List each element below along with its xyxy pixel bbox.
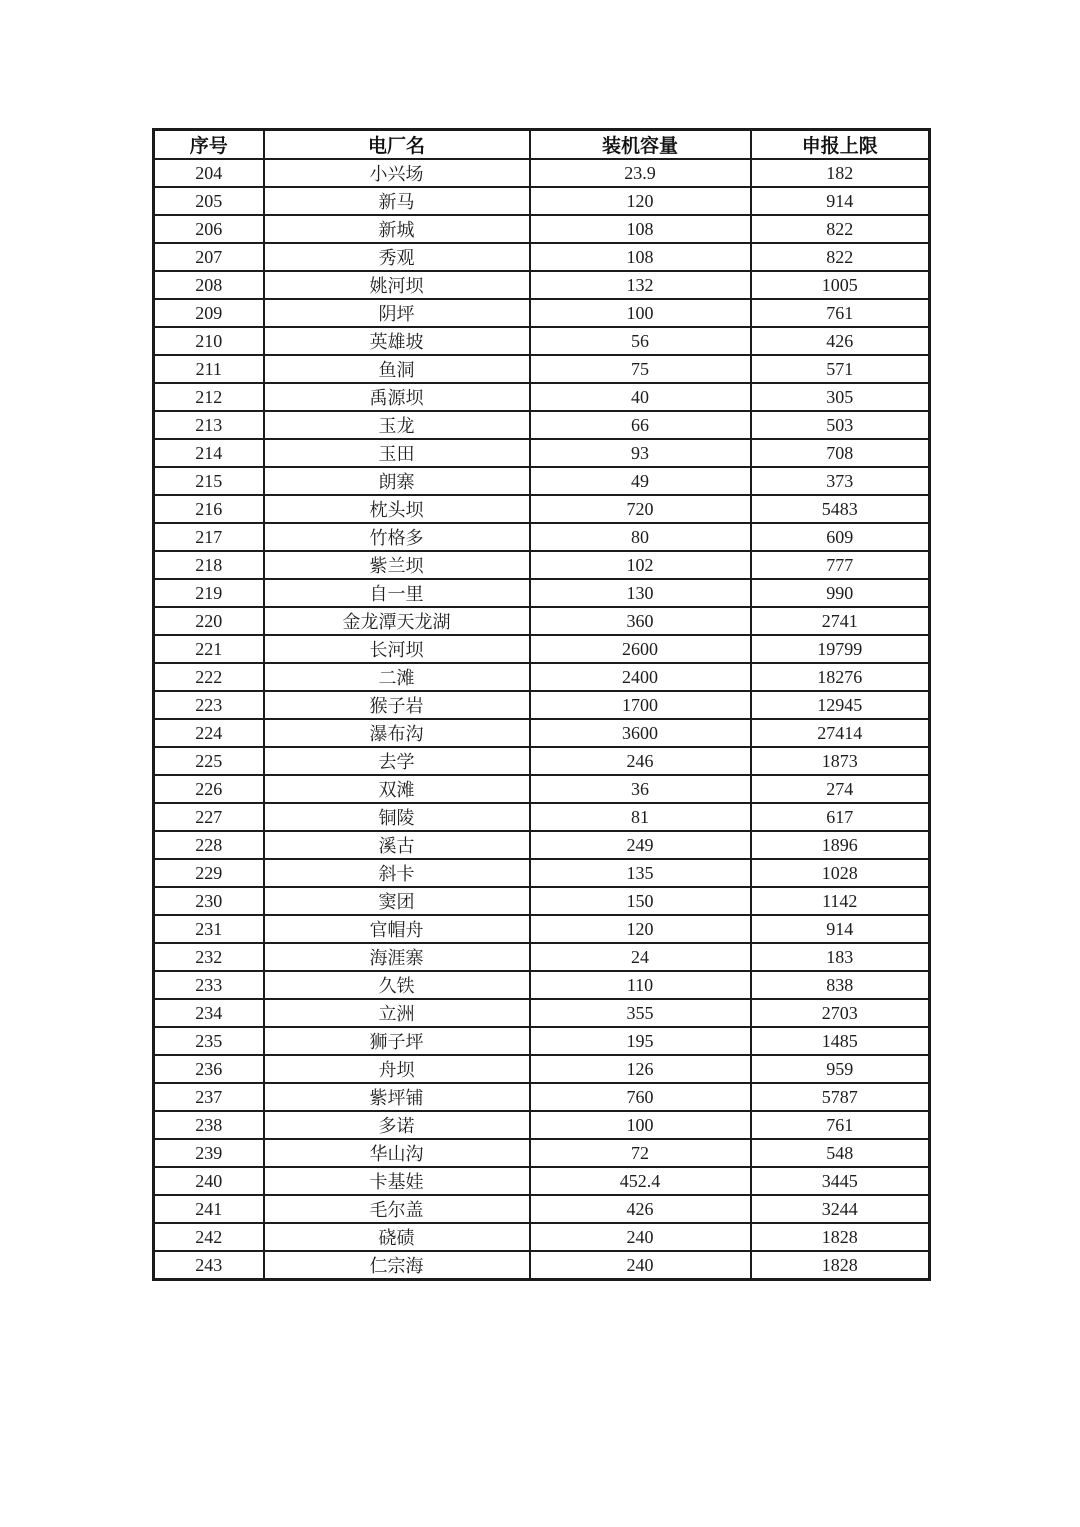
cell-index: 222 [154,663,264,691]
cell-capacity: 246 [530,747,751,775]
cell-plant-name: 海涯寨 [264,943,530,971]
table-body [154,159,930,1280]
cell-plant-name: 秀观 [264,243,530,271]
cell-plant-name: 枕头坝 [264,495,530,523]
cell-plant-name: 硗碛 [264,1223,530,1251]
cell-index: 241 [154,1195,264,1223]
table-row [154,887,930,915]
cell-capacity: 249 [530,831,751,859]
table-row [154,607,930,635]
cell-plant-name: 禹源坝 [264,383,530,411]
cell-plant-name: 玉田 [264,439,530,467]
cell-limit: 12945 [751,691,930,719]
cell-limit: 3445 [751,1167,930,1195]
cell-capacity: 49 [530,467,751,495]
cell-limit: 182 [751,159,930,187]
cell-capacity: 120 [530,915,751,943]
cell-index: 223 [154,691,264,719]
cell-plant-name: 舟坝 [264,1055,530,1083]
cell-index: 233 [154,971,264,999]
table-row [154,663,930,691]
table-row [154,411,930,439]
table-row [154,439,930,467]
cell-index: 205 [154,187,264,215]
cell-plant-name: 窦团 [264,887,530,915]
cell-capacity: 80 [530,523,751,551]
table-row [154,187,930,215]
cell-capacity: 72 [530,1139,751,1167]
cell-limit: 571 [751,355,930,383]
cell-capacity: 100 [530,299,751,327]
cell-limit: 183 [751,943,930,971]
cell-capacity: 2600 [530,635,751,663]
cell-index: 210 [154,327,264,355]
cell-limit: 777 [751,551,930,579]
cell-limit: 914 [751,915,930,943]
cell-index: 237 [154,1083,264,1111]
cell-plant-name: 自一里 [264,579,530,607]
table-row [154,971,930,999]
cell-index: 213 [154,411,264,439]
cell-index: 215 [154,467,264,495]
cell-index: 204 [154,159,264,187]
table-row [154,775,930,803]
cell-capacity: 108 [530,215,751,243]
cell-capacity: 66 [530,411,751,439]
table-row [154,719,930,747]
cell-capacity: 360 [530,607,751,635]
cell-capacity: 56 [530,327,751,355]
cell-capacity: 150 [530,887,751,915]
table-row [154,999,930,1027]
cell-capacity: 355 [530,999,751,1027]
cell-capacity: 108 [530,243,751,271]
cell-index: 219 [154,579,264,607]
cell-capacity: 452.4 [530,1167,751,1195]
cell-index: 243 [154,1251,264,1280]
cell-limit: 373 [751,467,930,495]
cell-capacity: 240 [530,1251,751,1280]
cell-plant-name: 溪古 [264,831,530,859]
cell-limit: 1873 [751,747,930,775]
cell-index: 228 [154,831,264,859]
table-row [154,1223,930,1251]
cell-plant-name: 立洲 [264,999,530,1027]
cell-capacity: 36 [530,775,751,803]
cell-capacity: 132 [530,271,751,299]
cell-index: 221 [154,635,264,663]
cell-plant-name: 卡基娃 [264,1167,530,1195]
table-row [154,383,930,411]
cell-limit: 18276 [751,663,930,691]
cell-capacity: 240 [530,1223,751,1251]
cell-index: 242 [154,1223,264,1251]
table-row [154,495,930,523]
table-row [154,635,930,663]
cell-index: 232 [154,943,264,971]
power-plant-table [152,128,931,1281]
cell-plant-name: 铜陵 [264,803,530,831]
table-row [154,1083,930,1111]
cell-index: 214 [154,439,264,467]
cell-capacity: 2400 [530,663,751,691]
cell-plant-name: 毛尔盖 [264,1195,530,1223]
cell-limit: 1005 [751,271,930,299]
table-row [154,159,930,187]
cell-limit: 914 [751,187,930,215]
cell-capacity: 24 [530,943,751,971]
cell-plant-name: 阴坪 [264,299,530,327]
cell-index: 212 [154,383,264,411]
cell-capacity: 760 [530,1083,751,1111]
table-row [154,1027,930,1055]
cell-index: 208 [154,271,264,299]
cell-plant-name: 长河坝 [264,635,530,663]
cell-plant-name: 二滩 [264,663,530,691]
cell-capacity: 126 [530,1055,751,1083]
cell-index: 220 [154,607,264,635]
cell-capacity: 3600 [530,719,751,747]
table-row [154,299,930,327]
cell-plant-name: 双滩 [264,775,530,803]
table-row [154,943,930,971]
cell-index: 211 [154,355,264,383]
cell-limit: 1828 [751,1251,930,1280]
table-row [154,1139,930,1167]
table-row [154,579,930,607]
cell-plant-name: 紫兰坝 [264,551,530,579]
cell-capacity: 1700 [530,691,751,719]
table-row [154,327,930,355]
cell-limit: 959 [751,1055,930,1083]
cell-plant-name: 玉龙 [264,411,530,439]
table-row [154,467,930,495]
cell-index: 216 [154,495,264,523]
cell-index: 227 [154,803,264,831]
table-row [154,271,930,299]
cell-limit: 1828 [751,1223,930,1251]
cell-plant-name: 姚河坝 [264,271,530,299]
cell-capacity: 81 [530,803,751,831]
table-row [154,1251,930,1280]
cell-plant-name: 官帽舟 [264,915,530,943]
col-header-limit: 申报上限 [751,130,930,160]
cell-limit: 822 [751,215,930,243]
cell-index: 218 [154,551,264,579]
table-row [154,523,930,551]
cell-plant-name: 英雄坡 [264,327,530,355]
table-row [154,747,930,775]
cell-limit: 2703 [751,999,930,1027]
cell-limit: 27414 [751,719,930,747]
cell-plant-name: 瀑布沟 [264,719,530,747]
table-row [154,1167,930,1195]
cell-limit: 761 [751,299,930,327]
cell-plant-name: 多诺 [264,1111,530,1139]
cell-limit: 617 [751,803,930,831]
cell-capacity: 23.9 [530,159,751,187]
cell-limit: 3244 [751,1195,930,1223]
cell-limit: 1028 [751,859,930,887]
table-row [154,215,930,243]
cell-capacity: 426 [530,1195,751,1223]
cell-capacity: 40 [530,383,751,411]
cell-index: 206 [154,215,264,243]
cell-capacity: 100 [530,1111,751,1139]
cell-plant-name: 竹格多 [264,523,530,551]
cell-index: 224 [154,719,264,747]
cell-capacity: 110 [530,971,751,999]
cell-limit: 2741 [751,607,930,635]
col-header-plant-name: 电厂名 [264,130,530,160]
cell-index: 240 [154,1167,264,1195]
cell-capacity: 93 [530,439,751,467]
cell-limit: 5787 [751,1083,930,1111]
table-header-row [154,130,930,160]
cell-index: 229 [154,859,264,887]
cell-plant-name: 狮子坪 [264,1027,530,1055]
table-row [154,551,930,579]
cell-index: 238 [154,1111,264,1139]
cell-limit: 708 [751,439,930,467]
table-row [154,691,930,719]
cell-limit: 426 [751,327,930,355]
cell-plant-name: 久铁 [264,971,530,999]
cell-index: 236 [154,1055,264,1083]
cell-plant-name: 华山沟 [264,1139,530,1167]
cell-index: 230 [154,887,264,915]
cell-capacity: 195 [530,1027,751,1055]
cell-index: 235 [154,1027,264,1055]
cell-plant-name: 猴子岩 [264,691,530,719]
table-row [154,915,930,943]
cell-limit: 1142 [751,887,930,915]
cell-limit: 838 [751,971,930,999]
cell-capacity: 75 [530,355,751,383]
cell-plant-name: 新马 [264,187,530,215]
cell-index: 234 [154,999,264,1027]
cell-plant-name: 鱼洞 [264,355,530,383]
cell-index: 239 [154,1139,264,1167]
cell-limit: 822 [751,243,930,271]
cell-limit: 990 [751,579,930,607]
cell-plant-name: 去学 [264,747,530,775]
cell-plant-name: 仁宗海 [264,1251,530,1280]
cell-index: 207 [154,243,264,271]
table-row [154,803,930,831]
table-row [154,831,930,859]
cell-limit: 548 [751,1139,930,1167]
cell-limit: 305 [751,383,930,411]
col-header-index: 序号 [154,130,264,160]
cell-index: 217 [154,523,264,551]
cell-index: 225 [154,747,264,775]
table-header [154,130,930,160]
cell-limit: 761 [751,1111,930,1139]
table-row [154,1111,930,1139]
table-row [154,859,930,887]
cell-capacity: 130 [530,579,751,607]
cell-limit: 609 [751,523,930,551]
cell-capacity: 102 [530,551,751,579]
table-row [154,1195,930,1223]
cell-plant-name: 紫坪铺 [264,1083,530,1111]
table-row [154,1055,930,1083]
cell-limit: 274 [751,775,930,803]
cell-limit: 1896 [751,831,930,859]
cell-capacity: 720 [530,495,751,523]
cell-plant-name: 金龙潭天龙湖 [264,607,530,635]
cell-capacity: 135 [530,859,751,887]
col-header-capacity: 装机容量 [530,130,751,160]
cell-limit: 19799 [751,635,930,663]
table-row [154,243,930,271]
cell-capacity: 120 [530,187,751,215]
cell-plant-name: 新城 [264,215,530,243]
cell-plant-name: 斜卡 [264,859,530,887]
cell-index: 231 [154,915,264,943]
cell-index: 209 [154,299,264,327]
table-row [154,355,930,383]
cell-limit: 5483 [751,495,930,523]
cell-limit: 1485 [751,1027,930,1055]
cell-limit: 503 [751,411,930,439]
cell-plant-name: 小兴场 [264,159,530,187]
cell-plant-name: 朗寨 [264,467,530,495]
cell-index: 226 [154,775,264,803]
